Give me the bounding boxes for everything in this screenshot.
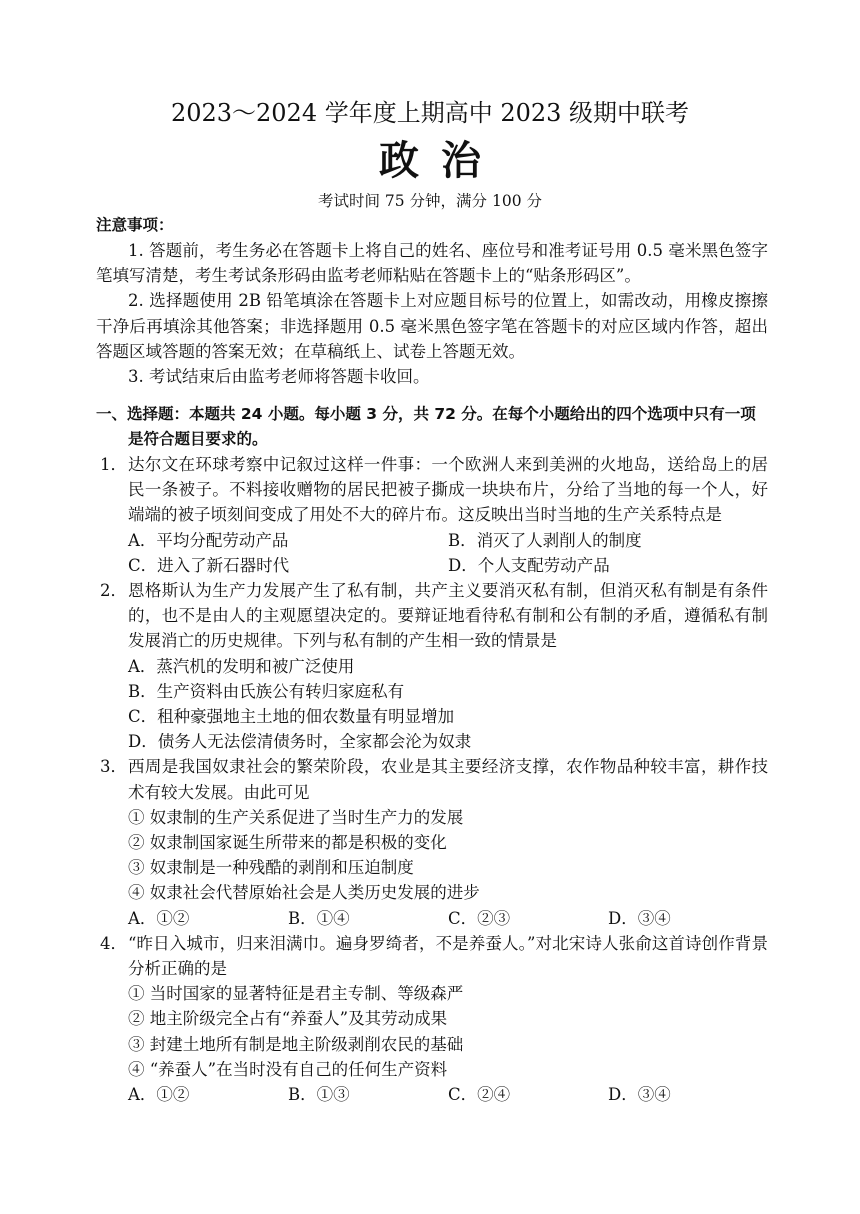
statement-2: ② 地主阶级完全占有“养蚕人”及其劳动成果 <box>128 1009 448 1029</box>
statement-1: ① 奴隶制的生产关系促进了当时生产力的发展 <box>128 807 464 827</box>
option-a[interactable]: A．①② <box>128 1085 190 1105</box>
statement-3: ③ 封建土地所有制是地主阶级剥削农民的基础 <box>128 1034 464 1054</box>
option-c[interactable]: C．②③ <box>448 908 511 928</box>
question-stem: 恩格斯认为生产力发展产生了私有制，共产主义要消灭私有制，但消灭私有制是有条件的，也不是由人的主观愿望决定的。要辩证地看待私有制和公有制的矛盾，遵循私有制发展消亡的历史规律。下列与私有制的产生相一致的情景是 <box>128 581 768 651</box>
statement-3: ③ 奴隶制是一种残酷的剥削和压迫制度 <box>128 858 414 878</box>
question-stem: 西周是我国奴隶社会的繁荣阶段，农业是其主要经济支撑，农作物品种较丰富，耕作技术有较大发展。由此可见 <box>128 757 768 802</box>
option-row <box>128 1082 768 1107</box>
option-a[interactable]: A．蒸汽机的发明和被广泛使用 <box>128 656 355 676</box>
option-d[interactable]: D．个人支配劳动产品 <box>448 555 610 575</box>
note-item: 3. 考试结束后由监考老师将答题卡收回。 <box>128 367 430 387</box>
notes-list <box>96 238 768 389</box>
option-row <box>128 553 768 578</box>
option-d[interactable]: D．债务人无法偿清债务时，全家都会沦为奴隶 <box>128 732 472 752</box>
option-c[interactable]: C．进入了新石器时代 <box>128 555 290 575</box>
question-number: 2． <box>100 581 127 601</box>
question-stem: “昨日入城市，归来泪满巾。遍身罗绮者，不是养蚕人。”对北宋诗人张俞这首诗创作背景分析正确的是 <box>128 933 768 979</box>
option-a[interactable]: A．平均分配劳动产品 <box>128 530 289 550</box>
subject-title: 政治 <box>379 138 503 184</box>
exam-info: 考试时间 75 分钟，满分 100 分 <box>317 192 543 210</box>
question-number: 4． <box>100 933 127 953</box>
exam-title: 2023～2024 学年度上期高中 2023 级期中联考 <box>170 99 690 127</box>
section-heading: 一、选择题：本题共 24 小题。每小题 3 分，共 72 分。在每个小题给出的四个选项中只有一项是符合题目要求的。 <box>96 405 756 449</box>
statement-1: ① 当时国家的显著特征是君主专制、等级森严 <box>128 984 464 1004</box>
question-number: 1． <box>100 455 127 474</box>
notes-heading: 注意事项： <box>96 216 174 234</box>
note-item: 2. 选择题使用 2B 铅笔填涂在答题卡上对应题目标号的位置上，如需改动，用橡皮擦擦干净后再填涂其他答案；非选择题用 0.5 毫米黑色签字笔在答题卡的对应区域内作答，超出答题区域答题的答案无效；在草稿纸上、试卷上答题无效。 <box>96 291 768 361</box>
option-d[interactable]: D．③④ <box>608 1085 671 1105</box>
option-d[interactable]: D．③④ <box>608 908 671 928</box>
question-number: 3． <box>100 757 127 777</box>
note-item: 1. 答题前，考生务必在答题卡上将自己的姓名、座位号和准考证号用 0.5 毫米黑色签字笔填写清楚，考生考试条形码由监考老师粘贴在答题卡上的“贴条形码区”。 <box>96 241 768 286</box>
option-row <box>128 528 768 553</box>
option-a[interactable]: A．①② <box>128 908 190 928</box>
question-2 <box>96 578 768 754</box>
question-3 <box>96 754 768 930</box>
question-stem: 达尔文在环球考察中记叙过这样一件事：一个欧洲人来到美洲的火地岛，送给岛上的居民一条被子。不料接收赠物的居民把被子撕成一块块布片，分给了当地的每一个人，好端端的被子顷刻间变成了用处不大的碎片布。这反映出当时当地的生产关系特点是 <box>128 455 768 525</box>
question-4 <box>96 931 768 1107</box>
option-b[interactable]: B．①③ <box>288 1085 350 1105</box>
option-c[interactable]: C．②④ <box>448 1085 511 1105</box>
option-b[interactable]: B．①④ <box>288 908 350 928</box>
statement-4: ④ 奴隶社会代替原始社会是人类历史发展的进步 <box>128 883 480 903</box>
statement-2: ② 奴隶制国家诞生所带来的都是积极的变化 <box>128 833 447 853</box>
option-b[interactable]: B．消灭了人剥削人的制度 <box>448 530 642 550</box>
question-list <box>96 452 768 1107</box>
statement-4: ④ “养蚕人”在当时没有自己的任何生产资料 <box>128 1059 448 1079</box>
option-c[interactable]: C．租种豪强地主土地的佃农数量有明显增加 <box>128 707 455 727</box>
option-b[interactable]: B．生产资料由氏族公有转归家庭私有 <box>128 681 405 701</box>
option-row <box>128 906 768 931</box>
question-1 <box>96 452 768 578</box>
